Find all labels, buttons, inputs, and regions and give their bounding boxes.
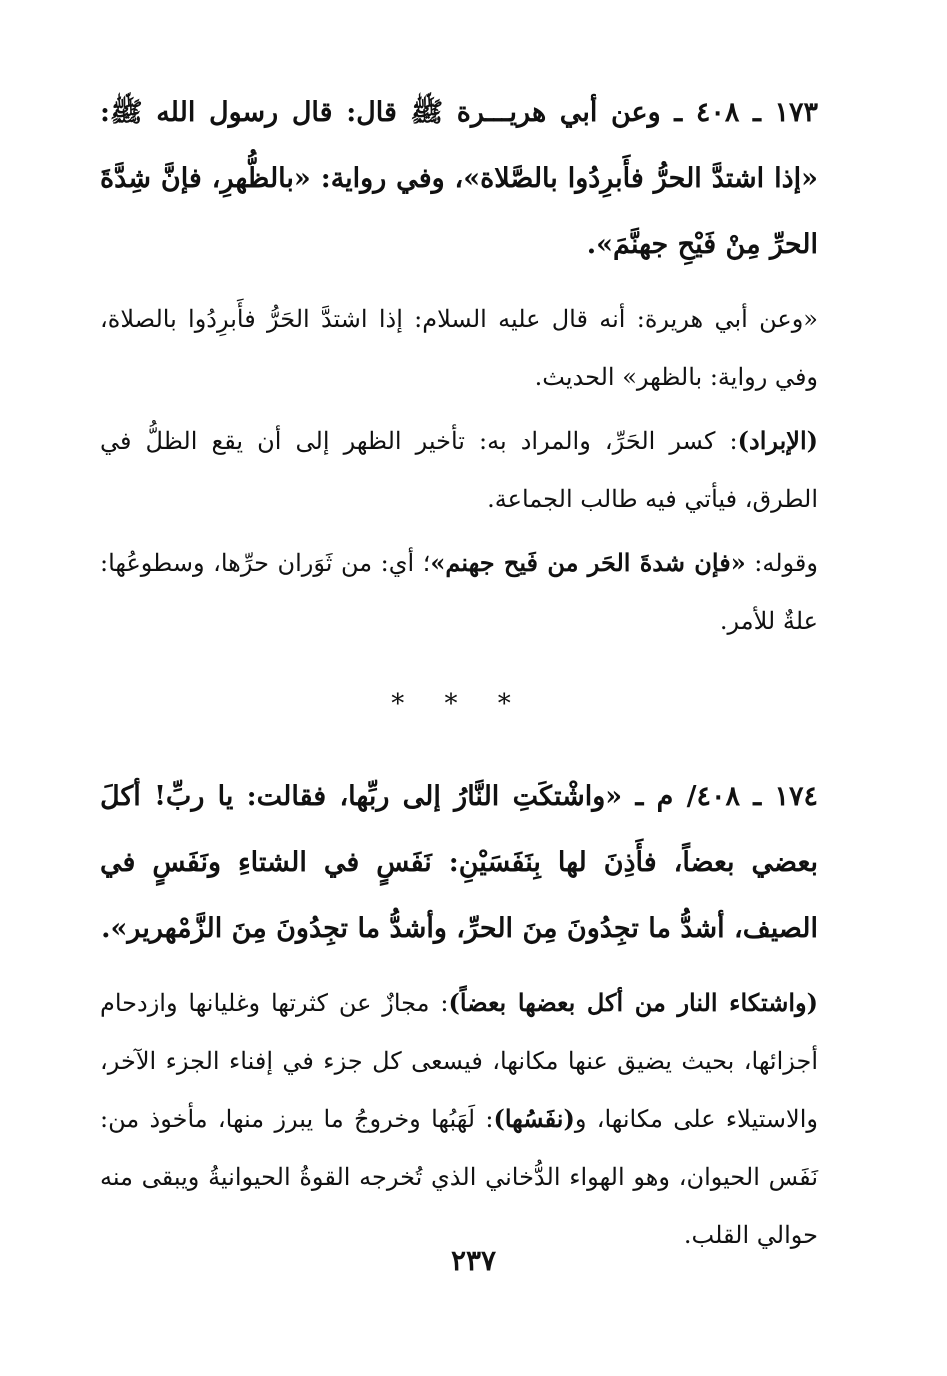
commentary-174 (100, 974, 818, 1264)
term-nafasuha: (نفَسُها) (493, 1104, 575, 1133)
commentary-173-hell-heat (100, 534, 818, 650)
commentary-173-qawluhu: وقوله: (745, 549, 818, 577)
commentary-173-quote: «وعن أبي هريرة: أنه قال عليه السلام: إذا اشتدَّ الحَرُّ فأَبرِدُوا بالصلاة، وفي رواية: بالظهر» الحديث. (100, 305, 818, 391)
page-body (100, 80, 818, 1264)
commentary-174-nafas-explanation: : لَهَبُها وخروجُ ما يبرز منها، مأخوذ من: نَفَس الحيوان، وهو الهواء الدُّخاني الذي تُخرجه القوةُ الحيوانيةُ ويبقى منه حوالي القلب. (100, 1105, 818, 1249)
quoted-phrase-hell-heat: «فإن شدةَ الحَر من فَيح جهنم» (430, 548, 746, 577)
hadith-173-text: ١٧٣ ـ ٤٠٨ ـ وعن أبي هريـــرة ﷺ قال: قال رسول الله ﷺ: «إذا اشتدَّ الحرُّ فأَبرِدُوا بالصَّلاة»، وفي رواية: «بالظُّهرِ، فإنَّ شِدَّةَ الحرِّ مِنْ فَيْحِ جهنَّمَ». (100, 97, 818, 260)
commentary-173-ibrad-explanation: : كسر الحَرِّ، والمراد به: تأخير الظهر إلى أن يقع الظلُّ في الطرق، فيأتي فيه طالب الجماعة. (100, 427, 818, 513)
commentary-173-hell-heat-explanation: ؛ أي: من ثَوَران حرِّها، وسطوعُها: علةٌ للأمر. (100, 549, 818, 635)
commentary-174-explanation: : مجازٌ عن كثرتها وغليانها وازدحام أجزائها، بحيث يضيق عنها مكانها، فيسعى كل جزء في إفناء الجزء الآخر، والاستيلاء على مكانها، و (100, 989, 818, 1133)
page-number: ٢٣٧ (450, 1244, 497, 1277)
term-ibrad: (الإبراد) (737, 426, 818, 455)
commentary-173-ibrad (100, 412, 818, 528)
term-fire-complaint: (واشتكاء النار من أكل بعضها بعضاً) (448, 988, 818, 1017)
section-separator: * * * (391, 689, 527, 719)
hadith-174-text: ١٧٤ ـ ٤٠٨/ م ـ «واشْتكَتِ النَّارُ إلى ربِّها، فقالت: يا ربِّ! أكلَ بعضي بعضاً، فأَذِنَ لها بِنَفَسَيْنِ: نَفَسٍ في الشتاءِ ونَفَسٍ في الصيف، أشدُّ ما تجِدُونَ مِنَ الحرِّ، وأشدُّ ما تجِدُونَ مِنَ الزَّمْهرير». (100, 781, 818, 944)
